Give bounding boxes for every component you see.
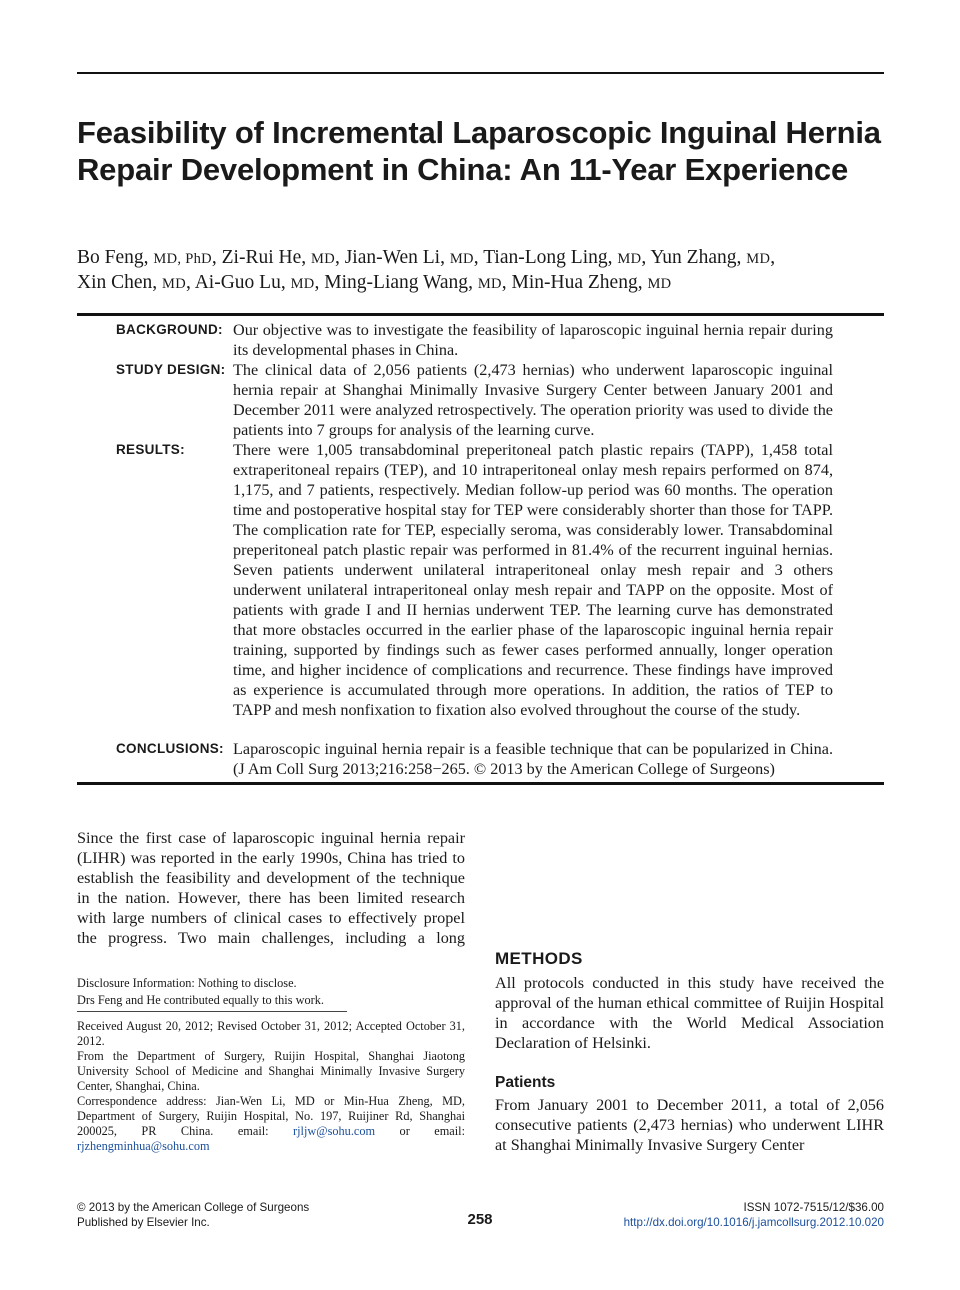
author-degree: MD xyxy=(449,251,474,267)
abstract-conclusions-label: CONCLUSIONS: xyxy=(116,741,224,756)
author-name: Xin Chen xyxy=(77,272,153,293)
author-name: Yun Zhang xyxy=(650,247,737,268)
right-column xyxy=(495,828,884,1155)
affiliation-footnote: From the Department of Surgery, Ruijin Hospital, Shanghai Jiaotong University School of Medicine and Shanghai Minimally Invasive Surgery Center, Shanghai, China. xyxy=(77,1049,465,1093)
publisher-line: Published by Elsevier Inc. xyxy=(77,1216,210,1229)
methods-heading: METHODS xyxy=(495,949,583,968)
methods-text: All protocols conducted in this study have received the approval of the human ethical committee of Ruijin Hospital in accordance with the World Medical Association Declaration of Helsinki. xyxy=(495,974,884,1052)
intro-paragraph-right xyxy=(495,828,884,928)
author-degree: MD xyxy=(290,276,315,292)
patients-heading: Patients xyxy=(495,1074,556,1091)
author-name: Zi-Rui He xyxy=(221,247,302,268)
patients-text: From January 2001 to December 2011, a total of 2,056 consecutive patients (2,473 hernias) who underwent LIHR at Shanghai Minimally Invasive Surgery Center xyxy=(495,1096,884,1154)
copyright-line: © 2013 by the American College of Surgeons xyxy=(77,1201,310,1214)
correspondence-footnote xyxy=(77,1094,465,1154)
author-degree: MD xyxy=(617,251,642,267)
abstract-background-text: Our objective was to investigate the feasibility of laparoscopic inguinal hernia repair during its developmental phases in China. xyxy=(233,321,833,359)
abstract-results-label: RESULTS: xyxy=(116,442,185,457)
author-name: Ming-Liang Wang xyxy=(324,272,469,293)
author-name: Tian-Long Ling xyxy=(483,247,608,268)
abstract-bottom-rule xyxy=(77,782,884,785)
top-rule xyxy=(77,72,884,74)
author-name: Bo Feng xyxy=(77,247,144,268)
abstract-results-text: There were 1,005 transabdominal preperitoneal patch plastic repairs (TAPP), 1,458 total extraperitoneal repairs (TEP), and 10 intraperitoneal onlay mesh repairs performed on 874, 1,175, and 7 patients, respectively. Median follow-up period was 60 months. The operation time and postoperative hospital stay for TEP were considerably shorter than those for TAPP. The complication rate for TEP, especially seroma, was considerably lower. Transabdominal preperitoneal patch plastic repair was performed in 81.4% of the recurrent inguinal hernias. Seven patients underwent unilateral intraperitoneal onlay mesh repair and 3 others underwent unilateral intraperitoneal onlay mesh repair and TAPP on the opposite. Most of patients with grade I and II hernias underwent TEP. The learning curve has demonstrated that more obstacles occurred in the earlier phase of the laparoscopic inguinal hernia repair training, supported by findings such as fewer cases performed annually, longer operation time, and higher incidence of complications and recurrence. These findings have improved as experience is accumulated through more operations. In addition, the ratios of TEP to TAPP and mesh nonfixation to fixation also evolved throughout the course of the study. xyxy=(233,441,833,719)
correspondence-text: Correspondence address: Jian-Wen Li, MD or Min-Hua Zheng, MD, Department of Surgery, Ruijin Hospital, No. 197, Ruijiner Rd, Shanghai 200025, PR China. email: xyxy=(77,1094,465,1138)
disclosure-footnote: Disclosure Information: Nothing to disclose. xyxy=(77,976,297,990)
page-number: 258 xyxy=(467,1211,493,1228)
or-email-text: or email: xyxy=(399,1124,465,1138)
author-name: Jian-Wen Li xyxy=(344,247,441,268)
author-degree: MD, PhD xyxy=(153,251,212,267)
abstract-study-design-label: STUDY DESIGN: xyxy=(116,362,226,377)
author-list: Bo Feng, MD, PhD, Zi-Rui He, MD, Jian-Wen Li, MD, Tian-Long Ling, MD, Yun Zhang, MD, Xin Chen, MD, Ai-Guo Lu, MD, Ming-Liang Wang, MD, Min-Hua Zheng, MD xyxy=(77,247,776,293)
email-link-2[interactable]: rjzhengminhua@sohu.com xyxy=(77,1139,210,1153)
author-name: Ai-Guo Lu xyxy=(194,272,281,293)
author-name: Min-Hua Zheng xyxy=(511,272,638,293)
email-link-1[interactable]: rjljw@sohu.com xyxy=(293,1124,376,1138)
article-title: Feasibility of Incremental Laparoscopic Inguinal Hernia Repair Development in China: An 11-Year Experience xyxy=(77,115,881,187)
author-degree: MD xyxy=(311,251,335,267)
abstract-conclusions-text: Laparoscopic inguinal hernia repair is a feasible technique that can be popularized in China. (J Am Coll Surg 2013;216:258−265. © 2013 by the American College of Surgeons) xyxy=(233,740,833,778)
abstract-background-label: BACKGROUND: xyxy=(116,322,223,337)
abstract-top-rule xyxy=(77,313,884,316)
doi-link[interactable]: http://dx.doi.org/10.1016/j.jamcollsurg.2012.10.020 xyxy=(623,1216,884,1229)
author-degree: MD xyxy=(477,276,502,292)
footnote-rule xyxy=(77,1011,347,1012)
received-footnote: Received August 20, 2012; Revised October 31, 2012; Accepted October 31, 2012. xyxy=(77,1019,465,1048)
author-degree: MD xyxy=(162,276,187,292)
intro-text: Since the first case of laparoscopic inguinal hernia repair (LIHR) was reported in the early 1990s, China has tried to establish the feasibility and development of the technique in the nation. However, there has been limited research with large numbers of clinical cases to effectively propel the progress. Two main challenges, including a long xyxy=(77,829,465,947)
author-degree: MD xyxy=(647,276,672,292)
issn-line: ISSN 1072-7515/12/$36.00 xyxy=(743,1201,884,1214)
intro-paragraph-left xyxy=(77,828,465,948)
contribution-footnote: Drs Feng and He contributed equally to this work. xyxy=(77,993,324,1007)
author-degree: MD xyxy=(746,251,771,267)
abstract-study-design-text: The clinical data of 2,056 patients (2,473 hernias) who underwent laparoscopic inguinal hernia repair at Shanghai Minimally Invasive Surgery Center between January 2001 and December 2011 were analyzed retrospectively. The operation priority was used to divide the patients into 7 groups for analysis of the learning curve. xyxy=(233,361,833,439)
